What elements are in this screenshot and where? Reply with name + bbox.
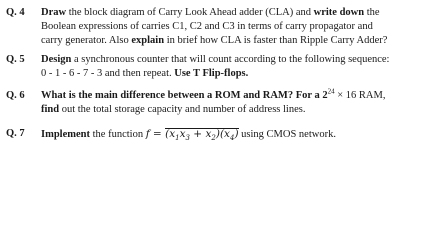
- question-line: [41, 6, 444, 20]
- question-number: Q. 7: [6, 128, 25, 139]
- subscript: 1: [175, 134, 180, 143]
- question-line: Boolean expressions of carries C1, C2 and C3 in terms of carry propagator and: [41, 21, 373, 32]
- text-run: in brief how CLA is faster than Ripple Carry Adder?: [164, 35, 388, 46]
- function-symbol: f: [145, 128, 150, 140]
- text-run: 0 - 1 - 6 - 7 - 3 and then repeat.: [41, 68, 175, 79]
- text-run: × 16 RAM,: [334, 90, 386, 101]
- math-expression: [145, 128, 239, 143]
- text-run: using CMOS network.: [238, 129, 336, 140]
- keyword: What is the main difference between a ROM and RAM? For a 2: [41, 90, 328, 101]
- text-run: carry generator. Also: [41, 35, 132, 46]
- keyword: write down: [313, 7, 365, 18]
- keyword: explain: [131, 35, 165, 46]
- keyword: Design: [41, 54, 72, 65]
- variable: x: [169, 128, 176, 140]
- question-line: [41, 103, 444, 117]
- text-run: the block diagram of Carry Look Ahead adder (CLA) and: [66, 7, 314, 18]
- variable: x: [205, 128, 212, 140]
- question-line: [41, 53, 444, 67]
- question-number: Q. 6: [6, 90, 25, 101]
- text-run: the: [364, 7, 380, 18]
- question-line: [41, 127, 444, 141]
- plus-sign: +: [189, 128, 206, 140]
- subscript: 3: [185, 134, 190, 143]
- keyword: Draw: [41, 7, 67, 18]
- text-run: out the total storage capacity and number of address lines.: [59, 104, 306, 115]
- question-number: Q. 4: [6, 7, 25, 18]
- exponent: 24: [327, 87, 335, 96]
- subscript: 2: [211, 134, 216, 143]
- equals-sign: =: [149, 128, 166, 140]
- text-run: a synchronous counter that will count according to the following sequence:: [71, 54, 390, 65]
- question-text: [41, 89, 444, 117]
- keyword: Implement: [41, 129, 90, 140]
- overline-term: $(x_1x_3 + x_2)(x_4)$: [165, 128, 239, 143]
- question-line: [41, 34, 444, 48]
- question-text: [41, 127, 444, 141]
- question-line: [41, 89, 444, 103]
- keyword: find: [41, 104, 60, 115]
- keyword: Use T Flip-flops.: [174, 68, 249, 79]
- question-text: [41, 53, 444, 81]
- variable: x: [179, 128, 186, 140]
- question-number: Q. 5: [6, 54, 25, 65]
- subscript: 4: [229, 134, 235, 143]
- question-text: [41, 6, 444, 48]
- variable: x: [224, 128, 230, 140]
- text-run: the function: [90, 129, 146, 140]
- question-line: [41, 67, 444, 81]
